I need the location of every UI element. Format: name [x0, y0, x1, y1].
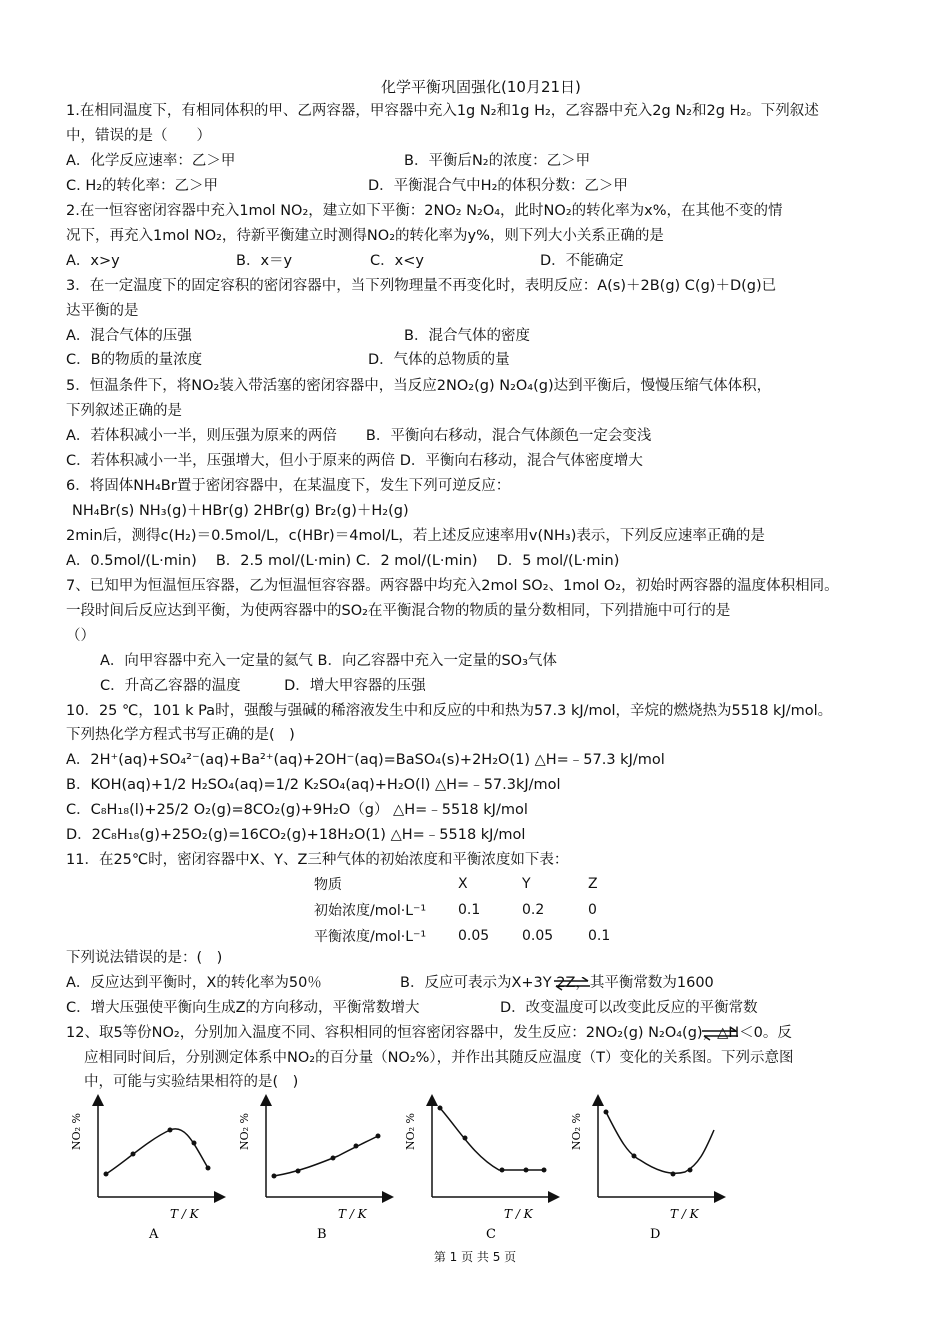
table-header-cell: Y	[522, 876, 531, 892]
graph-d	[570, 1100, 720, 1240]
graph-b-xlabel: T / K	[338, 1207, 367, 1221]
q11-option-c: C．增大压强使平衡向生成Z的方向移动，平衡常数增大	[66, 1000, 420, 1016]
q11-option-d: D．改变温度可以改变此反应的平衡常数	[500, 1000, 758, 1016]
graph-b-ylabel: NO₂ %	[238, 1112, 251, 1150]
graph-d-label: D	[650, 1227, 661, 1240]
graph-d-ylabel: NO₂ %	[570, 1112, 583, 1150]
q5-stem-line2: 下列叙述正确的是	[66, 403, 182, 419]
q3-option-b: B．混合气体的密度	[404, 328, 530, 344]
q2-stem-line1: 2.在一恒容密闭容器中充入1mol NO₂，建立如下平衡：2NO₂ N₂O₄，此时NO₂的转化率为x%，在其他不变的情	[66, 203, 783, 219]
graph-b-label: B	[317, 1227, 327, 1240]
q7-option-ab: A．向甲容器中充入一定量的氦气 B．向乙容器中充入一定量的SO₃气体	[100, 653, 557, 669]
q6-equations: NH₄Br(s) NH₃(g)＋HBr(g) 2HBr(g) Br₂(g)＋H₂(g)	[72, 503, 409, 519]
table-cell: 0.2	[522, 902, 545, 918]
q7-stem-line3: （）	[66, 628, 95, 644]
graph-c-label: C	[486, 1227, 496, 1240]
q1-option-a: A．化学反应速率：乙＞甲	[66, 153, 236, 169]
q6-options: A．0.5mol/(L·min) B．2.5 mol/(L·min) C．2 mol/(L·min) D．5 mol/(L·min)	[66, 553, 620, 569]
graph-b	[238, 1100, 388, 1240]
table-header-cell: X	[458, 876, 468, 892]
table-cell: 初始浓度/mol·L⁻¹	[314, 903, 427, 919]
q10-stem-line1: 10．25 ℃，101 k Pa时，强酸与强碱的稀溶液发生中和反应的中和热为57.3 kJ/mol，辛烷的燃烧热为5518 kJ/mol。	[66, 703, 833, 719]
graph-c	[404, 1100, 554, 1240]
q10-option-b: B．KOH(aq)+1/2 H₂SO₄(aq)=1/2 K₂SO₄(aq)+H₂O(l) △H=﹣57.3kJ/mol	[66, 777, 561, 793]
concentration-table	[314, 871, 638, 949]
page-footer: 第 1 页 共 5 页	[433, 1250, 517, 1264]
table-cell: 平衡浓度/mol·L⁻¹	[314, 929, 427, 945]
table-header-cell: 物质	[314, 877, 342, 893]
table-header-row	[314, 871, 638, 897]
table-cell: 0.05	[522, 928, 554, 944]
q7-stem-line1: 7、已知甲为恒温恒压容器，乙为恒温恒容容器。两容器中均充入2mol SO₂、1mol O₂，初始时两容器的温度体积相同。	[66, 578, 839, 594]
graph-a-xlabel: T / K	[170, 1207, 199, 1221]
q1-option-d: D．平衡混合气中H₂的体积分数：乙＞甲	[368, 178, 628, 194]
graph-a	[70, 1100, 220, 1240]
q2-option-b: B．x＝y	[236, 253, 293, 269]
q2-option-c: C．x<y	[370, 253, 424, 269]
q11-option-a: A．反应达到平衡时，X的转化率为50％	[66, 975, 322, 991]
q7-stem-line2: 一段时间后反应达到平衡，为使两容器中的SO₂在平衡混合物的物质的量分数相同，下列措施中可行的是	[66, 603, 731, 619]
table-cell: 0	[588, 902, 597, 918]
q12-stem-line2: 应相同时间后，分别测定体系中NO₂的百分量（NO₂%），并作出其随反应温度（T）变化的关系图。下列示意图	[84, 1050, 794, 1066]
q2-stem-line2: 况下，再充入1mol NO₂，待新平衡建立时测得NO₂的转化率为y%，则下列大小关系正确的是	[66, 228, 664, 244]
q5-option-ab: A．若体积减小一半，则压强为原来的两倍 B．平衡向右移动，混合气体颜色一定会变浅	[66, 428, 652, 444]
q2-option-a: A．x>y	[66, 253, 120, 269]
q1-option-b: B．平衡后N₂的浓度：乙＞甲	[404, 153, 591, 169]
q3-option-d: D．气体的总物质的量	[368, 352, 510, 368]
equilibrium-arrow-icon	[552, 977, 592, 991]
q12-graphs	[70, 1090, 750, 1240]
q10-option-d: D．2C₈H₁₈(g)+25O₂(g)=16CO₂(g)+18H₂O(1) △H=﹣5518 kJ/mol	[66, 827, 526, 843]
q3-stem-line1: 3．在一定温度下的固定容积的密闭容器中，当下列物理量不再变化时，表明反应：A(s)＋2B(g) C(g)＋D(g)已	[66, 278, 777, 294]
table-row	[314, 923, 638, 949]
q12-stem-line3: 中，可能与实验结果相符的是( )	[84, 1074, 299, 1090]
graph-c-xlabel: T / K	[504, 1207, 533, 1221]
graph-c-ylabel: NO₂ %	[404, 1112, 417, 1150]
table-cell: 0.1	[588, 928, 611, 944]
equilibrium-arrow-icon	[700, 1027, 740, 1041]
table-cell: 0.1	[458, 902, 481, 918]
q5-option-cd: C．若体积减小一半，压强增大，但小于原来的两倍 D．平衡向右移动，混合气体密度增大	[66, 453, 643, 469]
q10-stem-line2: 下列热化学方程式书写正确的是( )	[66, 727, 295, 743]
q10-option-c: C．C₈H₁₈(l)+25/2 O₂(g)=8CO₂(g)+9H₂O（g） △H=﹣5518 kJ/mol	[66, 802, 528, 818]
page-title: 化学平衡巩固强化(10月21日)	[381, 78, 581, 96]
graph-a-label: A	[149, 1227, 159, 1240]
q1-stem-line1: 1.在相同温度下，有相同体积的甲、乙两容器，甲容器中充入1g N₂和1g H₂，乙容器中充入2g N₂和2g H₂。下列叙述	[66, 103, 819, 119]
q6-stem-line1: 6．将固体NH₄Br置于密闭容器中，在某温度下，发生下列可逆反应：	[66, 478, 511, 494]
table-cell: 0.05	[458, 928, 490, 944]
q11-stem: 11．在25℃时，密闭容器中X、Y、Z三种气体的初始浓度和平衡浓度如下表：	[66, 852, 569, 868]
table-header-cell: Z	[588, 876, 598, 892]
q11-prompt: 下列说法错误的是：( )	[66, 950, 223, 966]
graph-d-xlabel: T / K	[670, 1207, 699, 1221]
q3-stem-line2: 达平衡的是	[66, 303, 139, 319]
table-row	[314, 897, 638, 923]
q12-stem-line1: 12、取5等份NO₂，分别加入温度不同、容积相同的恒容密闭容器中，发生反应：2NO₂(g) N₂O₄(g)，△H＜0。反	[66, 1025, 792, 1041]
q5-stem-line1: 5．恒温条件下，将NO₂装入带活塞的密闭容器中，当反应2NO₂(g) N₂O₄(g)达到平衡后，慢慢压缩气体体积，	[66, 378, 772, 394]
q6-stem-line3: 2min后，测得c(H₂)＝0.5mol/L，c(HBr)＝4mol/L，若上述反应速率用v(NH₃)表示，下列反应速率正确的是	[66, 528, 765, 544]
q3-option-c: C．B的物质的量浓度	[66, 352, 203, 368]
q7-option-cd: C．升高乙容器的温度 D．增大甲容器的压强	[100, 678, 426, 694]
q11-option-b: B．反应可表示为X+3Y 2Z，其平衡常数为1600	[400, 975, 714, 991]
q1-stem-line2: 中，错误的是（ ）	[66, 128, 211, 144]
q1-option-c: C. H₂的转化率：乙＞甲	[66, 178, 219, 194]
q2-option-d: D．不能确定	[540, 253, 624, 269]
q3-option-a: A．混合气体的压强	[66, 328, 192, 344]
q10-option-a: A．2H⁺(aq)+SO₄²⁻(aq)+Ba²⁺(aq)+2OH⁻(aq)=BaSO₄(s)+2H₂O(1) △H=﹣57.3 kJ/mol	[66, 752, 665, 768]
graph-a-ylabel: NO₂ %	[70, 1112, 83, 1150]
